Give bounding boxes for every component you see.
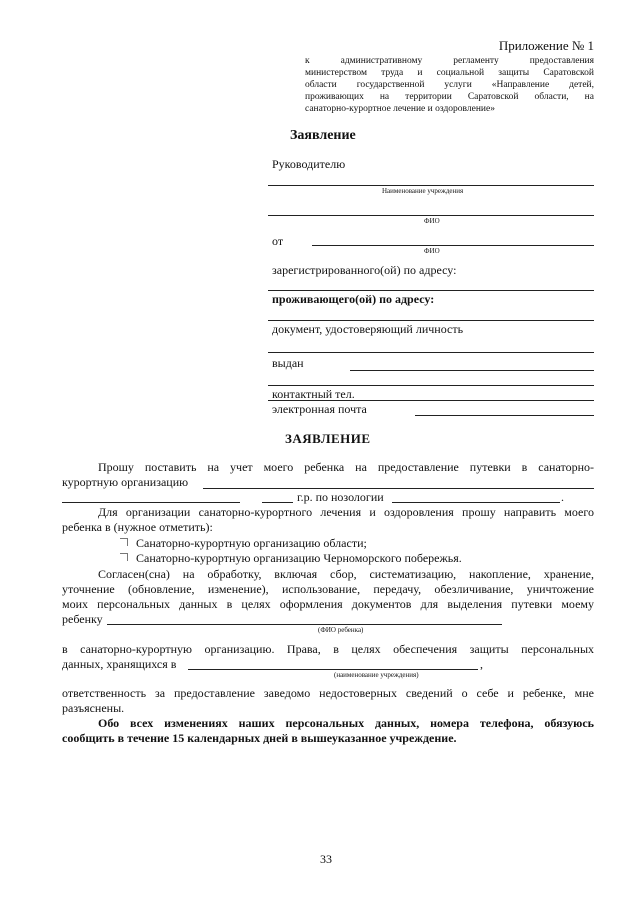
birth-year-label: г.р. по нозологии xyxy=(297,490,384,504)
institution-caption: Наименование учреждения xyxy=(382,187,464,195)
organization-line[interactable] xyxy=(203,488,594,489)
notice-line-1: Обо всех изменениях наших персональных данных, номера телефона, обязуюсь xyxy=(98,716,594,730)
consent-line-2: уточнение (обновление, изменение), использование, передачу, обезличивание, уничтожение xyxy=(62,582,594,596)
head-fio-line[interactable] xyxy=(268,215,594,216)
consent-line-4: ребенку xyxy=(62,612,103,626)
child-fio-line[interactable] xyxy=(107,624,502,625)
institution-name-line[interactable] xyxy=(188,669,478,670)
appendix-label: Приложение № 1 xyxy=(498,38,594,53)
request-line-2: курортную организацию xyxy=(62,475,189,489)
responsibility-line-2: разъяснены. xyxy=(62,701,125,715)
phone-line[interactable] xyxy=(268,400,594,401)
notice-line-2: сообщить в течение 15 календарных дней в вышеуказанное учреждение. xyxy=(62,731,457,745)
page-number: 33 xyxy=(320,852,332,866)
rights-line-1: в санаторно-курортную организацию. Права, в целях обеспечения защиты персональных xyxy=(62,642,594,656)
direction-line-2: ребенка в (нужное отметить): xyxy=(62,520,213,534)
registered-address-label: зарегистрированного(ой) по адресу: xyxy=(272,263,457,277)
period: . xyxy=(561,490,564,504)
option-regional[interactable] xyxy=(120,536,367,551)
issued-line-2[interactable] xyxy=(268,385,594,386)
institution-line[interactable] xyxy=(268,185,594,186)
request-line-1: Прошу поставить на учет моего ребенка на предоставление путевки в санаторно- xyxy=(98,460,594,474)
responsibility-line-1: ответственность за предоставление заведомо недостоверных сведений о себе и ребенке, мне xyxy=(62,686,594,700)
option-black-sea[interactable] xyxy=(120,551,462,566)
option-regional-label: Санаторно-курортную организацию области; xyxy=(136,536,367,550)
rights-line-2: данных, хранящихся в xyxy=(62,657,177,671)
id-document-label: документ, удостоверяющий личность xyxy=(272,322,464,336)
applicant-fio-caption: ФИО xyxy=(424,247,440,255)
appendix-line: области государственной услуги «Направление детей, xyxy=(305,80,594,90)
living-address-line[interactable] xyxy=(268,320,594,321)
option-black-sea-label: Санаторно-курортную организацию Черноморского побережья. xyxy=(136,551,462,565)
from-label: от xyxy=(272,234,284,248)
birth-year-line[interactable] xyxy=(262,502,293,503)
living-address-label: проживающего(ой) по адресу: xyxy=(272,292,435,306)
checkbox-icon[interactable] xyxy=(120,538,128,546)
child-fio-caption: (ФИО ребенка) xyxy=(318,626,364,634)
registered-address-line[interactable] xyxy=(268,290,594,291)
checkbox-icon[interactable] xyxy=(120,553,128,561)
appendix-line: проживающих на территории Саратовской области, на xyxy=(305,92,594,102)
phone-label: контактный тел. xyxy=(272,387,355,401)
addressee-label: Руководителю xyxy=(272,157,346,171)
appendix-line: к административному регламенту предоставления xyxy=(305,56,594,66)
comma: , xyxy=(480,657,483,671)
issued-label: выдан xyxy=(272,356,304,370)
issued-line[interactable] xyxy=(350,370,594,371)
appendix-line: санаторно-курортное лечение и оздоровление» xyxy=(305,104,495,114)
direction-line-1: Для организации санаторно-курортного лечения и оздоровления прошу направить моего xyxy=(98,505,594,519)
id-document-line[interactable] xyxy=(268,352,594,353)
institution-caption-2: (наименование учреждения) xyxy=(334,671,419,679)
head-fio-caption: ФИО xyxy=(424,217,440,225)
statement-title: ЗАЯВЛЕНИЕ xyxy=(285,431,371,446)
appendix-line: министерством труда и социальной защиты Саратовской xyxy=(305,68,594,78)
email-line[interactable] xyxy=(415,415,594,416)
applicant-fio-line[interactable] xyxy=(312,245,594,246)
child-name-line[interactable] xyxy=(62,502,240,503)
email-label: электронная почта xyxy=(272,402,367,416)
nosology-line[interactable] xyxy=(392,502,560,503)
consent-line-3: моих персональных данных в целях оформления документов для выделения путевки моему xyxy=(62,597,594,611)
form-title: Заявление xyxy=(290,128,356,143)
consent-line-1: Согласен(сна) на обработку, включая сбор, систематизацию, накопление, хранение, xyxy=(98,567,594,581)
